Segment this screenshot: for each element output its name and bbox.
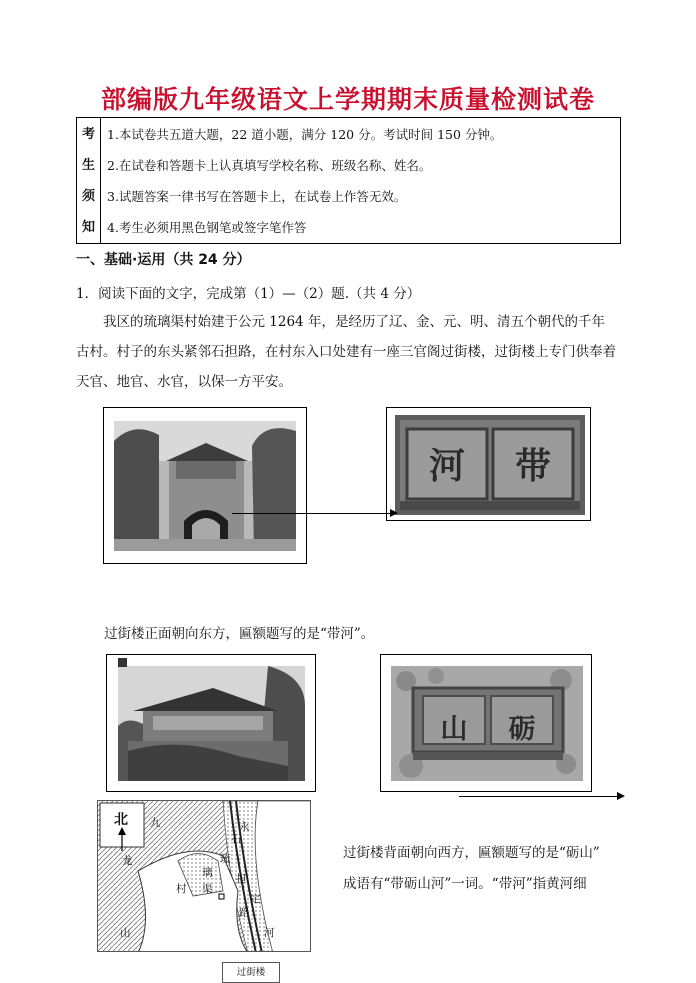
notice-side-char: 须 [81, 188, 95, 204]
notice-side-char: 知 [81, 219, 95, 235]
map-label: 村 [176, 883, 187, 895]
paragraph-line: 天官、地官、水官，以保一方平安。 [76, 374, 292, 390]
gate-tower-photo [114, 421, 296, 551]
caption-east: 过街楼正面朝向东方，匾额题写的是“带河”。 [104, 626, 375, 642]
side-text-line: 成语有“带砺山河”一词。“带河”指黄河细 [343, 876, 587, 892]
plaque-daihe-char: 河 [428, 445, 465, 487]
notice-side-char: 生 [81, 157, 95, 173]
map-label: 龙 [122, 855, 133, 867]
notice-item: 4.考生必须用黑色钢笔或签字笔作答 [107, 219, 307, 235]
paragraph-line: 古村。村子的东头紧邻石担路，在村东入口处建有一座三官阁过街楼，过街楼上专门供奉着 [76, 344, 616, 360]
map-label: 定 [250, 893, 261, 905]
notice-item: 1.本试卷共五道大题，22 道小题，满分 120 分。考试时间 150 分钟。 [107, 126, 503, 142]
notice-side-label [77, 118, 101, 244]
map-label: 河 [264, 927, 275, 939]
notice-box [76, 117, 621, 244]
plaque-daihe-char: 带 [514, 445, 551, 487]
map-north-label: 北 [114, 812, 128, 828]
building-photo [118, 666, 305, 781]
notice-side-char: 考 [81, 126, 95, 142]
notice-item: 3.试题答案一律书写在答题卡上，在试卷上作答无效。 [107, 188, 407, 204]
notice-items [101, 118, 621, 244]
plaque-lishan-frame [380, 654, 592, 792]
arrow-head-icon [390, 509, 398, 517]
village-map [97, 800, 311, 952]
map-label: 石 [231, 833, 242, 845]
question-1: 1．阅读下面的文字，完成第（1）—（2）题.（共 4 分） [76, 286, 421, 302]
page-title: 部编版九年级语文上学期期末质量检测试卷 [100, 85, 595, 114]
map-label: 路 [239, 907, 250, 919]
section-heading: 一、基础·运用（共 24 分） [76, 252, 251, 268]
plaque-daihe-frame [386, 407, 591, 521]
map-label: 渠 [202, 883, 213, 895]
map-label: 担 [236, 873, 247, 885]
plaque-lishan-char: 山 [440, 714, 468, 745]
map-label: 山 [120, 927, 131, 939]
connector-arrow [232, 513, 392, 514]
building-photo-frame [106, 654, 316, 792]
map-legend-box: 过街楼 [222, 962, 280, 983]
connector-arrow [459, 796, 619, 797]
gate-photo-frame [103, 407, 307, 564]
notice-item: 2.在试卷和答题卡上认真填写学校名称、班级名称、姓名。 [107, 157, 432, 173]
plaque-lishan-char: 砺 [508, 714, 536, 745]
arrow-head-icon [617, 792, 625, 800]
paragraph-line: 我区的琉璃渠村始建于公元 1264 年，是经历了辽、金、元、明、清五个朝代的千年 [103, 314, 605, 330]
map-label: 璃 [202, 867, 213, 879]
plaque-lishan-photo [391, 666, 583, 781]
map-label: 永 [239, 821, 250, 833]
map-label: 琉 [220, 853, 231, 865]
photo-tag-icon [118, 658, 127, 667]
side-text-line: 过街楼背面朝向西方，匾额题写的是“砺山” [343, 845, 600, 861]
map-label: 九 [150, 817, 161, 829]
